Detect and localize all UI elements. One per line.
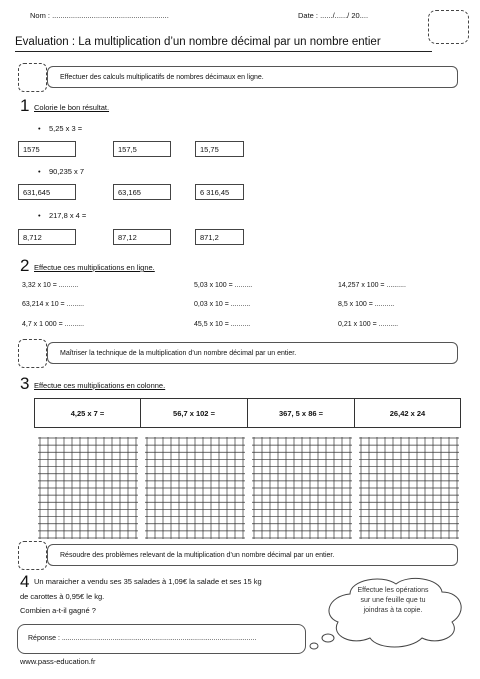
question-1a: • 5,25 x 3 = bbox=[38, 124, 83, 133]
question-1c: • 217,8 x 4 = bbox=[38, 211, 87, 220]
objective-2 bbox=[47, 342, 458, 364]
column-header-2: 56,7 x 102 = bbox=[140, 398, 248, 428]
mult-2-2-2[interactable]: 0,03 x 10 = .......... bbox=[194, 301, 251, 308]
grade-box bbox=[428, 10, 469, 44]
mult-2-1-1[interactable]: 3,32 x 10 = .......... bbox=[22, 282, 79, 289]
problem-line-1: Un maraicher a vendu ses 35 salades à 1,09€ la salade et ses 15 kg bbox=[34, 577, 262, 586]
date-field[interactable]: Date : ....../....../ 20.... bbox=[298, 11, 369, 20]
name-field[interactable]: Nom : ........................................................ bbox=[30, 11, 169, 20]
calc-grid-2[interactable] bbox=[145, 437, 245, 539]
answer-1c-option-3[interactable]: 871,2 bbox=[195, 229, 244, 245]
answer-1a-option-3[interactable]: 15,75 bbox=[195, 141, 244, 157]
mult-2-1-2[interactable]: 5,03 x 100 = ......... bbox=[194, 282, 253, 289]
section-1-number: 1 bbox=[20, 96, 30, 115]
question-1b: • 90,235 x 7 bbox=[38, 167, 84, 176]
mult-2-3-1[interactable]: 4,7 x 1 000 = .......... bbox=[22, 321, 85, 328]
objective-1 bbox=[47, 66, 458, 88]
section-1-title: Colorie le bon résultat. bbox=[34, 103, 110, 112]
mult-2-1-3[interactable]: 14,257 x 100 = .......... bbox=[338, 282, 406, 289]
objective-3-text: Résoudre des problèmes relevant de la multiplication d’un nombre décimal par un entier. bbox=[60, 551, 335, 559]
answer-1b-option-3[interactable]: 6 316,45 bbox=[195, 184, 244, 200]
objective-3 bbox=[47, 544, 458, 566]
page-title: Evaluation : La multiplication d’un nombre décimal par un nombre entier bbox=[15, 36, 381, 48]
footer-site: www.pass-education.fr bbox=[20, 657, 96, 666]
column-header-4: 26,42 x 24 bbox=[354, 398, 461, 428]
section-2-title: Effectue ces multiplications en ligne. bbox=[34, 263, 155, 272]
section-3-number: 3 bbox=[20, 374, 30, 393]
answer-1a-option-2[interactable]: 157,5 bbox=[113, 141, 171, 157]
problem-line-2: de carottes à 0,95€ le kg. bbox=[20, 592, 105, 601]
section-3-title: Effectue ces multiplications en colonne. bbox=[34, 381, 166, 390]
section-2-number: 2 bbox=[20, 256, 30, 275]
answer-1c-option-1[interactable]: 8,712 bbox=[18, 229, 76, 245]
mult-2-2-3[interactable]: 8,5 x 100 = .......... bbox=[338, 301, 395, 308]
cloud-text: Effectue les opérations sur une feuille que tu joindras à ta copie. bbox=[357, 587, 429, 614]
answer-1a-option-1[interactable]: 1575 bbox=[18, 141, 76, 157]
column-header-1: 4,25 x 7 = bbox=[34, 398, 141, 428]
answer-label[interactable]: Réponse : .................................................................................................... bbox=[28, 635, 257, 642]
calc-grid-3[interactable] bbox=[252, 437, 352, 539]
mult-2-2-1[interactable]: 63,214 x 10 = ......... bbox=[22, 301, 85, 308]
mult-2-3-3[interactable]: 0,21 x 100 = .......... bbox=[338, 321, 399, 328]
objective-3-checkbox bbox=[18, 541, 47, 570]
objective-1-checkbox bbox=[18, 63, 47, 92]
answer-1b-option-1[interactable]: 631,645 bbox=[18, 184, 76, 200]
column-header-3: 367, 5 x 86 = bbox=[247, 398, 355, 428]
problem-question: Combien a-t-il gagné ? bbox=[20, 606, 96, 615]
answer-1b-option-2[interactable]: 63,165 bbox=[113, 184, 171, 200]
title-underline bbox=[15, 51, 432, 52]
section-4-number: 4 bbox=[20, 572, 30, 591]
answer-1c-option-2[interactable]: 87,12 bbox=[113, 229, 171, 245]
mult-2-3-2[interactable]: 45,5 x 10 = .......... bbox=[194, 321, 251, 328]
calc-grid-4[interactable] bbox=[359, 437, 459, 539]
calc-grid-1[interactable] bbox=[38, 437, 138, 539]
objective-1-text: Effectuer des calculs multiplicatifs de nombres décimaux en ligne. bbox=[60, 73, 264, 81]
objective-2-text: Maîtriser la technique de la multiplication d’un nombre décimal par un entier. bbox=[60, 349, 297, 357]
objective-2-checkbox bbox=[18, 339, 47, 368]
